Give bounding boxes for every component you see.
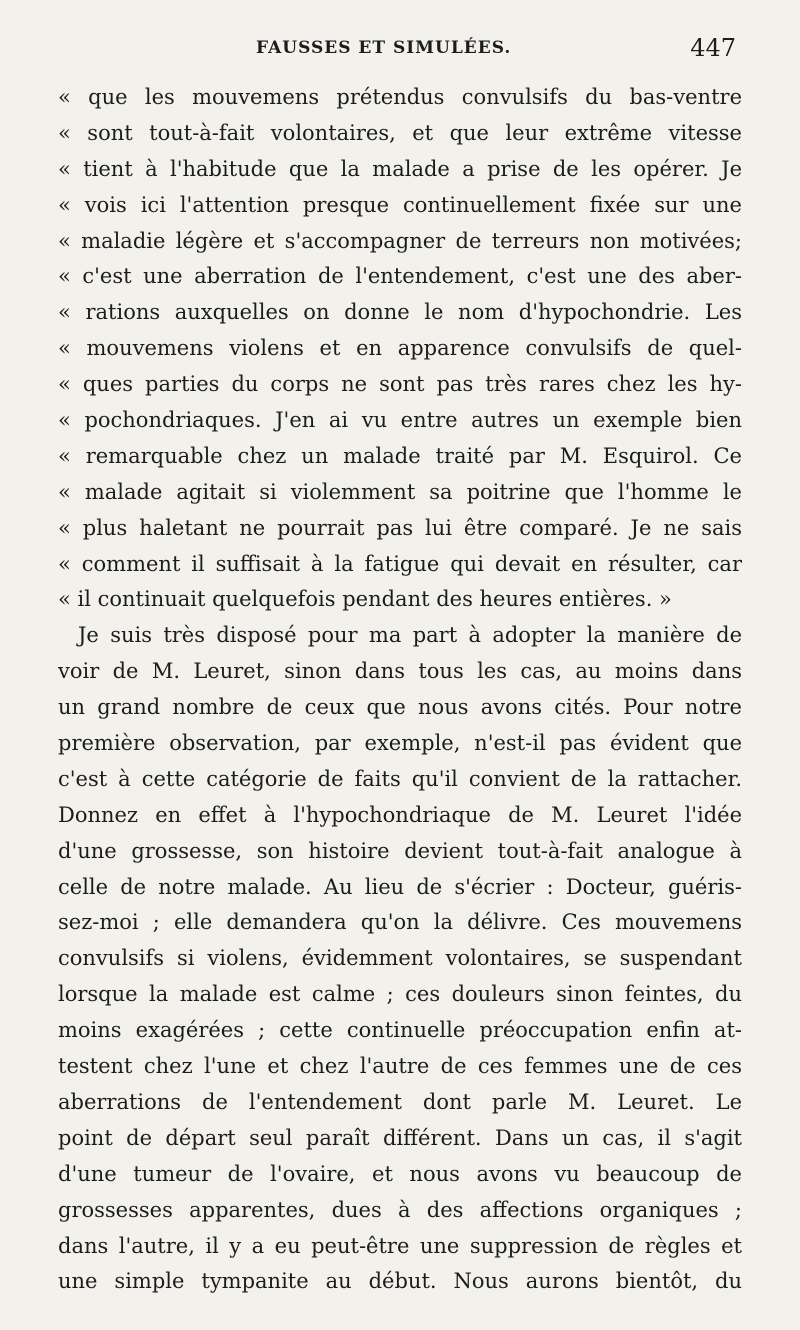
text-line: « malade agitait si violemment sa poitrine que l'homme le — [58, 479, 742, 504]
text-line: « tient à l'habitude que la malade a prise de les opérer. Je — [58, 156, 742, 181]
text-line: première observation, par exemple, n'est-il pas évident que — [58, 731, 742, 756]
text-line: « remarquable chez un malade traité par M. Esquirol. Ce — [58, 443, 742, 468]
text-line: lorsque la malade est calme ; ces douleurs sinon feintes, du — [58, 982, 742, 1007]
text-line: point de départ seul paraît différent. Dans un cas, il s'agit — [58, 1125, 742, 1150]
text-line: « plus haletant ne pourrait pas lui être comparé. Je ne sais — [58, 515, 742, 540]
page-header — [60, 34, 740, 68]
text-line: c'est à cette catégorie de faits qu'il convient de la rattacher. — [58, 766, 742, 791]
text-line: « vois ici l'attention presque continuellement fixée sur une — [58, 192, 742, 217]
text-line: testent chez l'une et chez l'autre de ces femmes une de ces — [58, 1054, 742, 1079]
running-head: FAUSSES ET SIMULÉES. — [256, 38, 512, 58]
text-line: « c'est une aberration de l'entendement, c'est une des aber- — [58, 264, 742, 289]
text-line: « mouvemens violens et en apparence convulsifs de quel- — [58, 336, 742, 361]
page-number: 447 — [690, 34, 736, 62]
text-line: sez-moi ; elle demandera qu'on la délivre. Ces mouvemens — [58, 910, 742, 935]
text-line: un grand nombre de ceux que nous avons cités. Pour notre — [58, 695, 742, 720]
text-line: Donnez en effet à l'hypochondriaque de M. Leuret l'idée — [58, 802, 742, 827]
body-text — [58, 80, 742, 1300]
text-line: « rations auxquelles on donne le nom d'hypochondrie. Les — [58, 300, 742, 325]
text-line: moins exagérées ; cette continuelle préoccupation enfin at- — [58, 1018, 742, 1043]
text-line: aberrations de l'entendement dont parle M. Leuret. Le — [58, 1089, 742, 1114]
text-line: voir de M. Leuret, sinon dans tous les cas, au moins dans — [58, 659, 742, 684]
text-line: « comment il suffisait à la fatigue qui devait en résulter, car — [58, 551, 742, 576]
text-line: d'une tumeur de l'ovaire, et nous avons vu beaucoup de — [58, 1161, 742, 1186]
text-line: dans l'autre, il y a eu peut-être une suppression de règles et — [58, 1233, 742, 1258]
text-line: « il continuait quelquefois pendant des heures entières. » — [58, 587, 672, 612]
text-line: « pochondriaques. J'en ai vu entre autres un exemple bien — [58, 408, 742, 433]
text-line: celle de notre malade. Au lieu de s'écrier : Docteur, guéris- — [58, 874, 742, 899]
text-line: « maladie légère et s'accompagner de terreurs non motivées; — [58, 228, 742, 253]
text-line: « sont tout-à-fait volontaires, et que leur extrême vitesse — [58, 120, 742, 145]
text-line: « que les mouvemens prétendus convulsifs du bas-ventre — [58, 85, 742, 109]
text-line: convulsifs si violens, évidemment volontaires, se suspendant — [58, 946, 742, 971]
text-line: d'une grossesse, son histoire devient tout-à-fait analogue à — [58, 838, 742, 863]
text-line: une simple tympanite au début. Nous aurons bientôt, du — [58, 1269, 742, 1294]
text-line: « ques parties du corps ne sont pas très rares chez les hy- — [58, 372, 742, 397]
text-line: Je suis très disposé pour ma part à adopter la manière de — [78, 623, 742, 648]
text-line: grossesses apparentes, dues à des affections organiques ; — [58, 1197, 742, 1222]
